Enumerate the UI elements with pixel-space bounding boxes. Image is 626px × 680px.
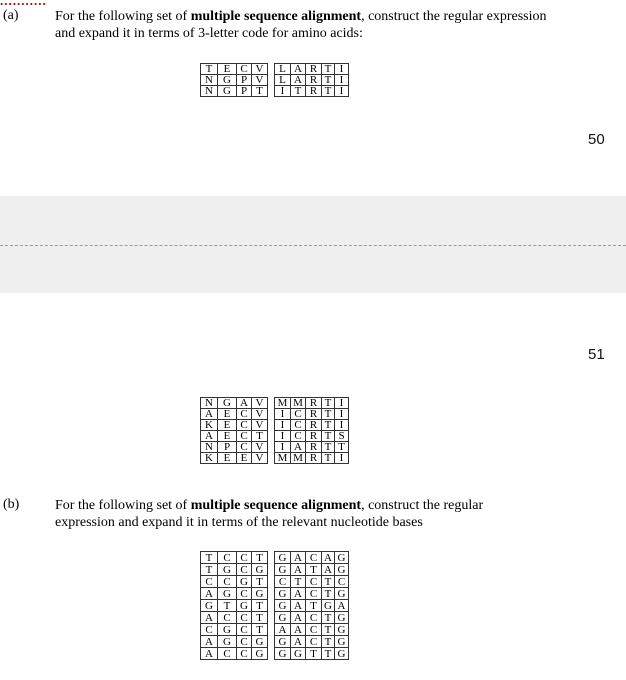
alignment-cell: C [306, 576, 322, 588]
alignment-cell: T [252, 431, 268, 442]
alignment-table-2 [200, 397, 349, 464]
alignment-cell: T [322, 648, 335, 660]
alignment-cell: T [306, 648, 322, 660]
alignment-row [201, 588, 349, 600]
alignment-cell: T [322, 624, 335, 636]
alignment-cell: C [237, 431, 252, 442]
alignment-cell: I [335, 398, 349, 409]
alignment-cell: C [218, 576, 237, 588]
alignment-cell: G [252, 648, 268, 660]
question-b-line2: expression and expand it in terms of the relevant nucleotide bases [55, 515, 423, 530]
alignment-cell: L [275, 75, 291, 86]
alignment-row [201, 624, 349, 636]
alignment-cell: T [322, 420, 335, 431]
alignment-row [201, 612, 349, 624]
alignment-cell: R [306, 442, 322, 453]
alignment-cell: C [237, 564, 252, 576]
alignment-cell: A [201, 431, 218, 442]
alignment-cell: T [252, 624, 268, 636]
alignment-cell: T [322, 409, 335, 420]
alignment-cell: T [201, 552, 218, 564]
alignment-row [201, 576, 349, 588]
alignment-cell: C [237, 612, 252, 624]
alignment-cell: E [218, 431, 237, 442]
alignment-cell: C [201, 624, 218, 636]
alignment-cell: T [252, 86, 268, 97]
alignment-cell: G [335, 636, 349, 648]
alignment-cell: A [291, 600, 306, 612]
alignment-cell: C [291, 420, 306, 431]
alignment-cell: G [218, 588, 237, 600]
alignment-gap [268, 420, 275, 431]
alignment-cell: G [237, 576, 252, 588]
alignment-cell: C [237, 624, 252, 636]
page-break-line [0, 245, 626, 246]
alignment-gap [268, 648, 275, 660]
alignment-cell: A [291, 64, 306, 75]
alignment-cell: P [237, 86, 252, 97]
alignment-cell: C [291, 409, 306, 420]
alignment-cell: R [306, 431, 322, 442]
alignment-cell: G [335, 588, 349, 600]
alignment-cell: I [275, 431, 291, 442]
alignment-cell: G [252, 564, 268, 576]
alignment-cell: G [218, 398, 237, 409]
alignment-cell: G [252, 588, 268, 600]
alignment-cell: T [201, 64, 218, 75]
alignment-cell: A [291, 588, 306, 600]
alignment-cell: A [291, 612, 306, 624]
alignment-cell: A [201, 636, 218, 648]
alignment-cell: N [201, 442, 218, 453]
alignment-cell: E [218, 64, 237, 75]
alignment-row [201, 431, 349, 442]
alignment-cell: N [201, 398, 218, 409]
alignment-gap [268, 64, 275, 75]
alignment-cell: C [237, 648, 252, 660]
alignment-cell: G [335, 552, 349, 564]
alignment-gap [268, 588, 275, 600]
alignment-cell: V [252, 442, 268, 453]
alignment-cell: T [322, 576, 335, 588]
alignment-gap [268, 442, 275, 453]
alignment-cell: A [291, 636, 306, 648]
alignment-cell: C [306, 588, 322, 600]
alignment-cell: C [237, 64, 252, 75]
alignment-gap [268, 552, 275, 564]
alignment-cell: G [218, 564, 237, 576]
alignment-cell: G [335, 612, 349, 624]
alignment-cell: T [322, 453, 335, 464]
alignment-cell: G [335, 624, 349, 636]
alignment-cell: R [306, 453, 322, 464]
alignment-cell: L [275, 64, 291, 75]
alignment-cell: T [201, 564, 218, 576]
alignment-gap [268, 612, 275, 624]
alignment-cell: A [291, 552, 306, 564]
page-number-50: 50 [588, 131, 605, 148]
alignment-cell: E [218, 409, 237, 420]
alignment-cell: G [322, 600, 335, 612]
alignment-cell: I [275, 409, 291, 420]
alignment-cell: C [291, 431, 306, 442]
alignment-row [201, 409, 349, 420]
alignment-cell: C [237, 636, 252, 648]
alignment-cell: G [218, 636, 237, 648]
alignment-cell: T [252, 576, 268, 588]
alignment-cell: N [201, 75, 218, 86]
alignment-gap [268, 398, 275, 409]
alignment-cell: N [201, 86, 218, 97]
alignment-cell: G [275, 552, 291, 564]
question-a-text [55, 8, 620, 42]
alignment-cell: T [252, 612, 268, 624]
alignment-row [201, 420, 349, 431]
alignment-cell: T [306, 564, 322, 576]
alignment-row [201, 398, 349, 409]
alignment-cell: A [291, 624, 306, 636]
alignment-cell: T [322, 612, 335, 624]
alignment-cell: T [322, 398, 335, 409]
alignment-cell: V [252, 398, 268, 409]
alignment-cell: M [291, 398, 306, 409]
alignment-cell: C [237, 588, 252, 600]
alignment-cell: G [252, 636, 268, 648]
alignment-gap [268, 431, 275, 442]
alignment-cell: A [275, 624, 291, 636]
alignment-cell: G [335, 564, 349, 576]
alignment-gap [268, 600, 275, 612]
alignment-cell: M [291, 453, 306, 464]
alignment-row [201, 86, 349, 97]
alignment-cell: G [275, 636, 291, 648]
alignment-cell: C [306, 612, 322, 624]
alignment-cell: C [218, 612, 237, 624]
alignment-cell: G [275, 564, 291, 576]
alignment-cell: P [218, 442, 237, 453]
alignment-gap [268, 624, 275, 636]
alignment-cell: I [275, 86, 291, 97]
alignment-cell: I [275, 442, 291, 453]
alignment-cell: E [237, 453, 252, 464]
alignment-cell: C [237, 420, 252, 431]
alignment-cell: A [322, 552, 335, 564]
alignment-cell: G [237, 600, 252, 612]
alignment-cell: G [218, 75, 237, 86]
alignment-cell: A [237, 398, 252, 409]
alignment-cell: C [335, 576, 349, 588]
alignment-cell: T [218, 600, 237, 612]
alignment-cell: C [275, 576, 291, 588]
alignment-cell: A [291, 442, 306, 453]
alignment-cell: A [201, 612, 218, 624]
alignment-cell: C [306, 624, 322, 636]
alignment-cell: C [218, 648, 237, 660]
header-fragment: ........... [0, 0, 47, 8]
alignment-cell: K [201, 453, 218, 464]
alignment-gap [268, 453, 275, 464]
question-b-label: (b) [3, 497, 20, 512]
alignment-cell: T [322, 431, 335, 442]
alignment-cell: I [335, 86, 349, 97]
alignment-cell: G [275, 588, 291, 600]
alignment-cell: V [252, 64, 268, 75]
question-a-line2: and expand it in terms of 3-letter code for amino acids: [55, 26, 363, 41]
alignment-cell: A [201, 648, 218, 660]
alignment-cell: T [322, 442, 335, 453]
alignment-cell: S [335, 431, 349, 442]
alignment-row [201, 600, 349, 612]
alignment-cell: A [201, 588, 218, 600]
alignment-row [201, 442, 349, 453]
alignment-cell: G [335, 648, 349, 660]
alignment-row [201, 453, 349, 464]
alignment-table-3 [200, 551, 349, 660]
alignment-table-1 [200, 63, 349, 97]
alignment-row [201, 552, 349, 564]
alignment-cell: C [218, 552, 237, 564]
alignment-cell: G [218, 86, 237, 97]
alignment-cell: I [335, 453, 349, 464]
alignment-cell: T [252, 552, 268, 564]
alignment-gap [268, 564, 275, 576]
alignment-cell: C [306, 552, 322, 564]
alignment-cell: K [201, 420, 218, 431]
alignment-row [201, 636, 349, 648]
alignment-cell: T [291, 576, 306, 588]
alignment-cell: I [335, 420, 349, 431]
alignment-cell: G [201, 600, 218, 612]
alignment-cell: G [275, 612, 291, 624]
alignment-cell: P [237, 75, 252, 86]
question-a-label: (a) [3, 8, 19, 23]
alignment-cell: I [335, 409, 349, 420]
alignment-cell: M [275, 453, 291, 464]
alignment-cell: A [201, 409, 218, 420]
alignment-cell: A [335, 600, 349, 612]
alignment-cell: E [218, 453, 237, 464]
alignment-cell: T [306, 600, 322, 612]
alignment-cell: C [237, 552, 252, 564]
alignment-cell: R [306, 409, 322, 420]
alignment-gap [268, 75, 275, 86]
alignment-cell: G [291, 648, 306, 660]
alignment-cell: V [252, 420, 268, 431]
alignment-cell: T [322, 636, 335, 648]
question-a-line1: For the following set of multiple sequence alignment, construct the regular expression [55, 9, 547, 24]
page-number-51: 51 [588, 346, 605, 363]
alignment-cell: A [291, 564, 306, 576]
alignment-row [201, 75, 349, 86]
alignment-cell: T [291, 86, 306, 97]
alignment-gap [268, 86, 275, 97]
question-b-text [55, 497, 620, 531]
alignment-cell: C [237, 442, 252, 453]
alignment-cell: G [218, 624, 237, 636]
alignment-cell: R [306, 64, 322, 75]
alignment-cell: G [275, 600, 291, 612]
alignment-cell: C [237, 409, 252, 420]
alignment-gap [268, 409, 275, 420]
alignment-cell: I [335, 75, 349, 86]
alignment-cell: I [335, 64, 349, 75]
alignment-row [201, 64, 349, 75]
alignment-cell: E [218, 420, 237, 431]
alignment-cell: R [306, 75, 322, 86]
alignment-row [201, 564, 349, 576]
alignment-row [201, 648, 349, 660]
alignment-cell: V [252, 453, 268, 464]
alignment-cell: C [201, 576, 218, 588]
alignment-cell: A [291, 75, 306, 86]
alignment-gap [268, 576, 275, 588]
question-b-line1: For the following set of multiple sequence alignment, construct the regular [55, 498, 484, 513]
alignment-cell: T [322, 588, 335, 600]
alignment-cell: I [275, 420, 291, 431]
alignment-cell: V [252, 409, 268, 420]
alignment-cell: T [322, 75, 335, 86]
alignment-cell: R [306, 86, 322, 97]
alignment-cell: R [306, 420, 322, 431]
alignment-cell: G [275, 648, 291, 660]
alignment-cell: C [306, 636, 322, 648]
alignment-cell: M [275, 398, 291, 409]
alignment-cell: R [306, 398, 322, 409]
alignment-gap [268, 636, 275, 648]
alignment-cell: T [252, 600, 268, 612]
alignment-cell: T [322, 64, 335, 75]
alignment-cell: T [322, 86, 335, 97]
alignment-cell: T [335, 442, 349, 453]
alignment-cell: A [322, 564, 335, 576]
alignment-cell: V [252, 75, 268, 86]
